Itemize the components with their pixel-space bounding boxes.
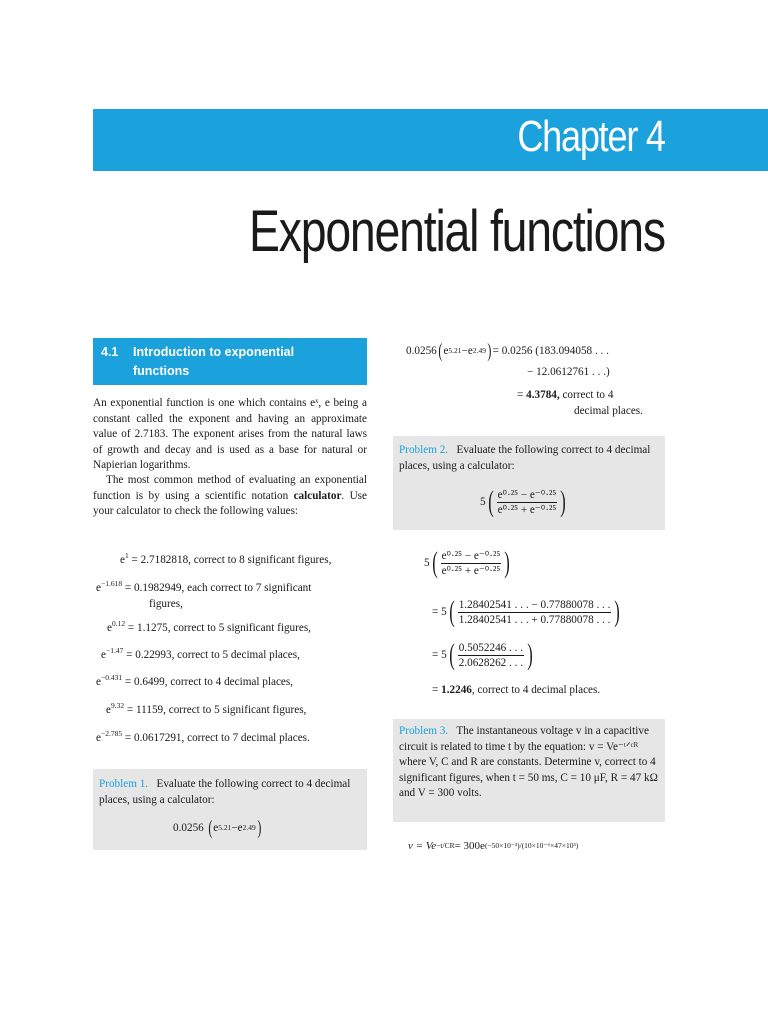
problem-2-text: Problem 2. Evaluate the following correct to 4 decimal places, using a calculator: xyxy=(399,444,651,472)
chapter-label: Chapter 4 xyxy=(517,112,665,161)
value-row: $e^{-1.47} = 0.22993$, correct to 5 decimal places, xyxy=(101,646,300,661)
problem-2-expression: 5 ( $\frac{\text{e⁰·²⁵ − e⁻⁰·²⁵}}{\text{e⁰·²⁵ + e⁻⁰·²⁵}}$ ) xyxy=(480,485,567,518)
value-row: $e^{0.12} = 1.1275$, correct to 5 significant figures, xyxy=(107,619,311,634)
intro-p2-bold: calculator xyxy=(293,489,342,502)
section-title-line1: Introduction to exponential xyxy=(133,345,295,359)
solution-3-equation: v = Ve −t/CR = 300e (−50×10⁻³)/(10×10⁻⁶×47×10³) xyxy=(408,840,579,852)
value-row-continuation: figures, xyxy=(149,598,183,610)
value-row: $e^1 = 2.7182818$, correct to 8 significant figures, xyxy=(120,551,332,566)
solution-2-step-3: = 5 ( $\frac{0.5052246 . . .}{2.0628262 . . .}$ ) xyxy=(432,638,533,671)
intro-p2-pre: The most common method of evaluating an exponential function is by using a scientific notation xyxy=(93,474,367,502)
problem-2-label: Problem 2. xyxy=(399,444,449,456)
value-row: $e^{9.32} = 11159$, correct to 5 significant figures, xyxy=(106,701,307,716)
section-title-line2: functions xyxy=(133,364,190,378)
section-number: 4.1 xyxy=(101,345,119,359)
intro-paragraph-2 xyxy=(93,473,367,520)
solution-2-step-1: 5 ( $\frac{\text{e⁰·²⁵ − e⁻⁰·²⁵}}{\text{e⁰·²⁵ + e⁻⁰·²⁵}}$ ) xyxy=(424,546,511,579)
section-heading xyxy=(93,338,367,385)
problem-1-label: Problem 1. xyxy=(99,778,149,790)
problem-1-text: Problem 1. Evaluate the following correct to 4 decimal places, using a calculator: xyxy=(99,778,351,806)
intro-paragraph-1: An exponential function is one which contains eˣ, e being a constant called the exponent and having an approximate value of 2.7183. The exponent arises from the natural laws of growth and decay and is used as a base for natural or Napierian logarithms. xyxy=(93,397,367,471)
solution-1-line-4: decimal places. xyxy=(574,405,643,417)
solution-2-result: = 1.2246, correct to 4 decimal places. xyxy=(432,684,601,696)
solution-2-step-2: = 5 ( $\frac{1.28402541 . . . - 0.77880078 . . .}{1.28402541 . . . + 0.77880078 . . .}$ ) xyxy=(432,595,621,628)
solution-1-line-1: 0.0256 ( e 5.21 − e 2.49 ) = 0.0256 (183.094058 . . . xyxy=(406,340,609,362)
solution-1-line-3: = 4.3784, correct to 4 xyxy=(517,389,614,401)
value-row: $e^{-0.431} = 0.6499$, correct to 4 decimal places, xyxy=(96,673,294,688)
chapter-banner xyxy=(93,109,768,171)
value-row: $e^{-2.785} = 0.0617291$, correct to 7 decimal places. xyxy=(96,729,310,744)
solution-1-line-2: − 12.0612761 . . .) xyxy=(527,366,610,378)
problem-1-expression: 0.0256 ( e 5.21 − e 2.49 ) xyxy=(173,817,262,839)
intro-p2-post: . Use your calculator to check the following values: xyxy=(93,489,367,517)
problem-3-text: Problem 3. The instantaneous voltage v in a capacitive circuit is related to time t by the equation: v = Ve⁻ᵗᐟᶜᴿ where V, C and R are constants. Determine v, correct to 4 significant figures, when t = 50 ms, C = 10 μF, R = 47 kΩ and V = 300 volts. xyxy=(399,725,658,799)
problem-3-label: Problem 3. xyxy=(399,725,449,737)
value-row: $e^{-1.618} = 0.1982949$, each correct to 7 significant xyxy=(96,579,312,594)
chapter-title: Exponential functions xyxy=(249,199,665,264)
